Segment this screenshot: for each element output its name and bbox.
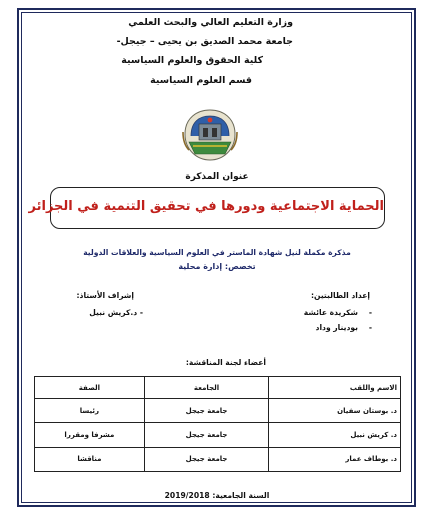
jury-member-name: د. بوطاف عمار xyxy=(269,447,401,471)
thesis-description: مذكرة مكملة لنيل شهادة الماستر في العلوم السياسية والعلاقات الدولية xyxy=(83,248,351,257)
supervisor-label: إشراف الأستاذ: xyxy=(76,291,134,300)
department-name: قسم العلوم السياسية xyxy=(150,75,252,86)
jury-table xyxy=(34,376,401,472)
table-row xyxy=(35,423,401,447)
student-bullet: - xyxy=(368,308,372,317)
table-row xyxy=(35,399,401,423)
student-bullet: - xyxy=(368,323,372,332)
faculty-name: كلية الحقوق والعلوم السياسية xyxy=(121,55,263,66)
column-header-university: الجامعة xyxy=(144,377,268,399)
jury-member-university: جامعة جيجل xyxy=(144,423,268,447)
jury-member-role: مشرفا ومقررا xyxy=(35,423,145,447)
ministry-name: وزارة التعليم العالي والبحث العلمي xyxy=(128,17,293,28)
memo-title-label: عنوان المذكرة xyxy=(185,172,249,182)
supervisor-name: - د.كريش نبيل xyxy=(89,308,143,317)
thesis-title-box xyxy=(28,187,385,229)
student-name-1: شكريدة عائشة xyxy=(303,308,358,317)
jury-member-name: د. كريش نبيل xyxy=(269,423,401,447)
jury-member-university: جامعة جيجل xyxy=(144,447,268,471)
table-header-row xyxy=(35,377,401,399)
academic-year: السنة الجامعية: 2019/2018 xyxy=(164,491,270,500)
jury-member-role: مناقشا xyxy=(35,447,145,471)
students-label: إعداد الطالبتين: xyxy=(310,291,370,300)
jury-member-role: رئيسا xyxy=(35,399,145,423)
thesis-specialty: تخصص: إدارة محلية xyxy=(178,262,256,271)
jury-member-name: د. بوستان سفيان xyxy=(269,399,401,423)
column-header-role: الصفة xyxy=(35,377,145,399)
jury-member-university: جامعة جيجل xyxy=(144,399,268,423)
thesis-title: الحماية الاجتماعية ودورها في تحقيق التنمية في الجزائر xyxy=(28,199,384,214)
jury-label: أعضاء لجنة المناقشة: xyxy=(185,358,266,367)
university-name: جامعة محمد الصديق بن يحيى – جيجل- xyxy=(116,36,293,47)
university-emblem-icon xyxy=(179,106,241,162)
student-name-2: بودينار وداد xyxy=(315,323,358,332)
column-header-name: الاسم واللقب xyxy=(269,377,401,399)
table-row xyxy=(35,447,401,471)
